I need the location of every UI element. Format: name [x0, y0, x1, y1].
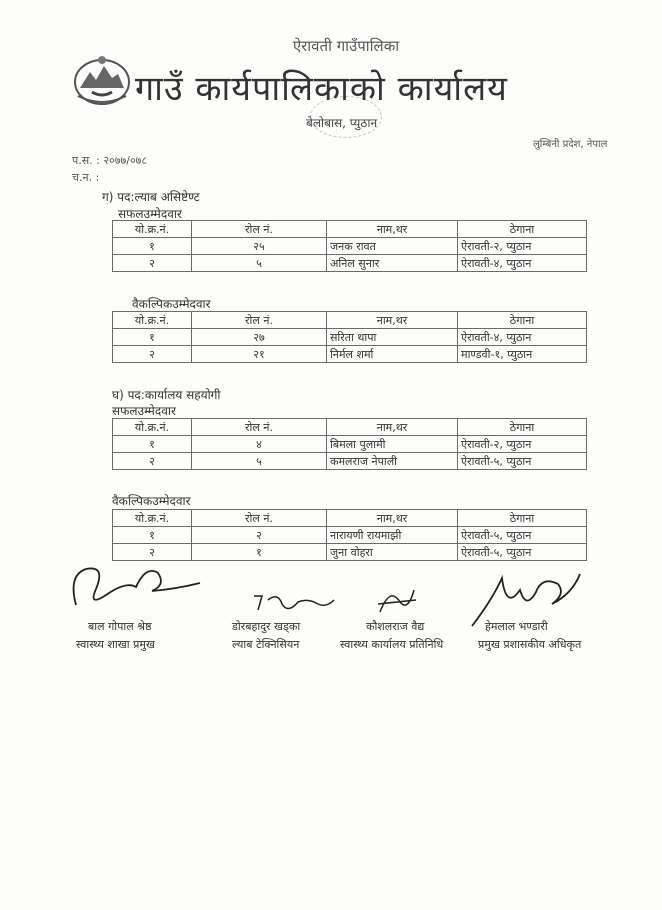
table-header-row [113, 312, 587, 329]
table-row [113, 346, 587, 363]
results-table [112, 220, 587, 272]
section-title: घ) पद:कार्यालय सहयोगी [112, 388, 221, 402]
table-cell: जनक रावत [327, 238, 458, 255]
group-heading: वैकल्पिकउम्मेदवार [132, 297, 211, 311]
table-cell: जुना वोहरा [327, 544, 458, 561]
table-cell: ऐरावती-५, प्युठान [458, 453, 587, 470]
table-cell: ऐरावती-४, प्युठान [458, 329, 587, 346]
column-header: यो.क्र.नं. [113, 419, 192, 436]
column-header: ठेगाना [458, 312, 587, 329]
table-cell: अनिल सुनार [327, 255, 458, 272]
section-title: ग) पद:ल्याब असिष्टेण्ट [102, 190, 200, 204]
column-header: रोल नं. [192, 419, 327, 436]
table-header-row [113, 510, 587, 527]
municipality-name: ऐरावती गाउँपालिका [292, 37, 400, 55]
column-header: ठेगाना [458, 221, 587, 238]
signature-3-icon [370, 582, 420, 616]
table-cell: १ [113, 527, 192, 544]
table-row [113, 527, 587, 544]
signatory-title: स्वास्थ्य कार्यालय प्रतिनिधि [340, 638, 444, 651]
column-header: ठेगाना [458, 510, 587, 527]
signatory-name: डोरबहादुर खड्का [232, 620, 301, 633]
nepal-emblem-icon [72, 52, 132, 106]
table-cell: ५ [192, 255, 327, 272]
table-cell: निर्मल शर्मा [327, 346, 458, 363]
signature-2-icon [248, 590, 338, 618]
table-cell: बिमला पुलामी [327, 436, 458, 453]
column-header: नाम,थर [327, 312, 458, 329]
column-header: यो.क्र.नं. [113, 221, 192, 238]
signatory-title: ल्याब टेक्निसियन [232, 638, 300, 651]
results-table [112, 509, 587, 561]
results-table [112, 418, 587, 470]
table-cell: ऐरावती-२, प्युठान [458, 238, 587, 255]
table-cell: माण्डवी-१, प्युठान [458, 346, 587, 363]
table-cell: ५ [192, 453, 327, 470]
column-header: यो.क्र.नं. [113, 510, 192, 527]
table-cell: २ [192, 527, 327, 544]
table-cell: ऐरावती-२, प्युठान [458, 436, 587, 453]
office-title: गाउँ कार्यपालिकाको कार्यालय [135, 69, 508, 109]
table-header-row [113, 419, 587, 436]
table-cell: १ [113, 436, 192, 453]
table-cell: नारायणी रायमाझी [327, 527, 458, 544]
reference-number: प.स. : २०७७/०७८ [72, 154, 148, 167]
signature-1-icon [66, 555, 206, 617]
table-cell: ऐरावती-५, प्युठान [458, 527, 587, 544]
table-cell: २ [113, 255, 192, 272]
column-header: रोल नं. [192, 221, 327, 238]
table-cell: २१ [192, 346, 327, 363]
table-row [113, 453, 587, 470]
group-heading: सफलउम्मेदवार [118, 207, 182, 221]
table-cell: २७ [192, 329, 327, 346]
column-header: नाम,थर [327, 221, 458, 238]
table-cell: २ [113, 453, 192, 470]
group-heading: वैकल्पिकउम्मेदवार [112, 494, 191, 508]
table-header-row [113, 221, 587, 238]
signatory-name: कौशलराज वैद्य [366, 620, 425, 633]
column-header: रोल नं. [192, 510, 327, 527]
table-row [113, 238, 587, 255]
signatory-title: प्रमुख प्रशासकीय अधिकृत [478, 638, 582, 651]
table-cell: ऐरावती-४, प्युठान [458, 255, 587, 272]
table-cell: सरिता थापा [327, 329, 458, 346]
column-header: नाम,थर [327, 419, 458, 436]
dispatch-number: च.न. : [72, 171, 100, 184]
signatory-name: हेमलाल भण्डारी [485, 620, 548, 633]
table-cell: ४ [192, 436, 327, 453]
table-cell: १ [113, 238, 192, 255]
office-location: बेलोबास, प्युठान [306, 116, 378, 130]
table-cell: २ [113, 544, 192, 561]
column-header: रोल नं. [192, 312, 327, 329]
signatory-title: स्वास्थ्य शाखा प्रमुख [76, 638, 155, 651]
column-header: नाम,थर [327, 510, 458, 527]
signatory-name: बाल गोपाल श्रेष्ठ [88, 620, 152, 633]
table-row [113, 255, 587, 272]
table-cell: कमलराज नेपाली [327, 453, 458, 470]
table-cell: १ [113, 329, 192, 346]
table-cell: ऐरावती-५, प्युठान [458, 544, 587, 561]
table-cell: २५ [192, 238, 327, 255]
table-cell: १ [192, 544, 327, 561]
column-header: यो.क्र.नं. [113, 312, 192, 329]
results-table [112, 311, 587, 363]
table-cell: २ [113, 346, 192, 363]
province-label: लुम्बिनी प्रदेश, नेपाल [533, 139, 608, 150]
group-heading: सफलउम्मेदवार [112, 404, 176, 418]
table-row [113, 329, 587, 346]
table-row [113, 436, 587, 453]
column-header: ठेगाना [458, 419, 587, 436]
